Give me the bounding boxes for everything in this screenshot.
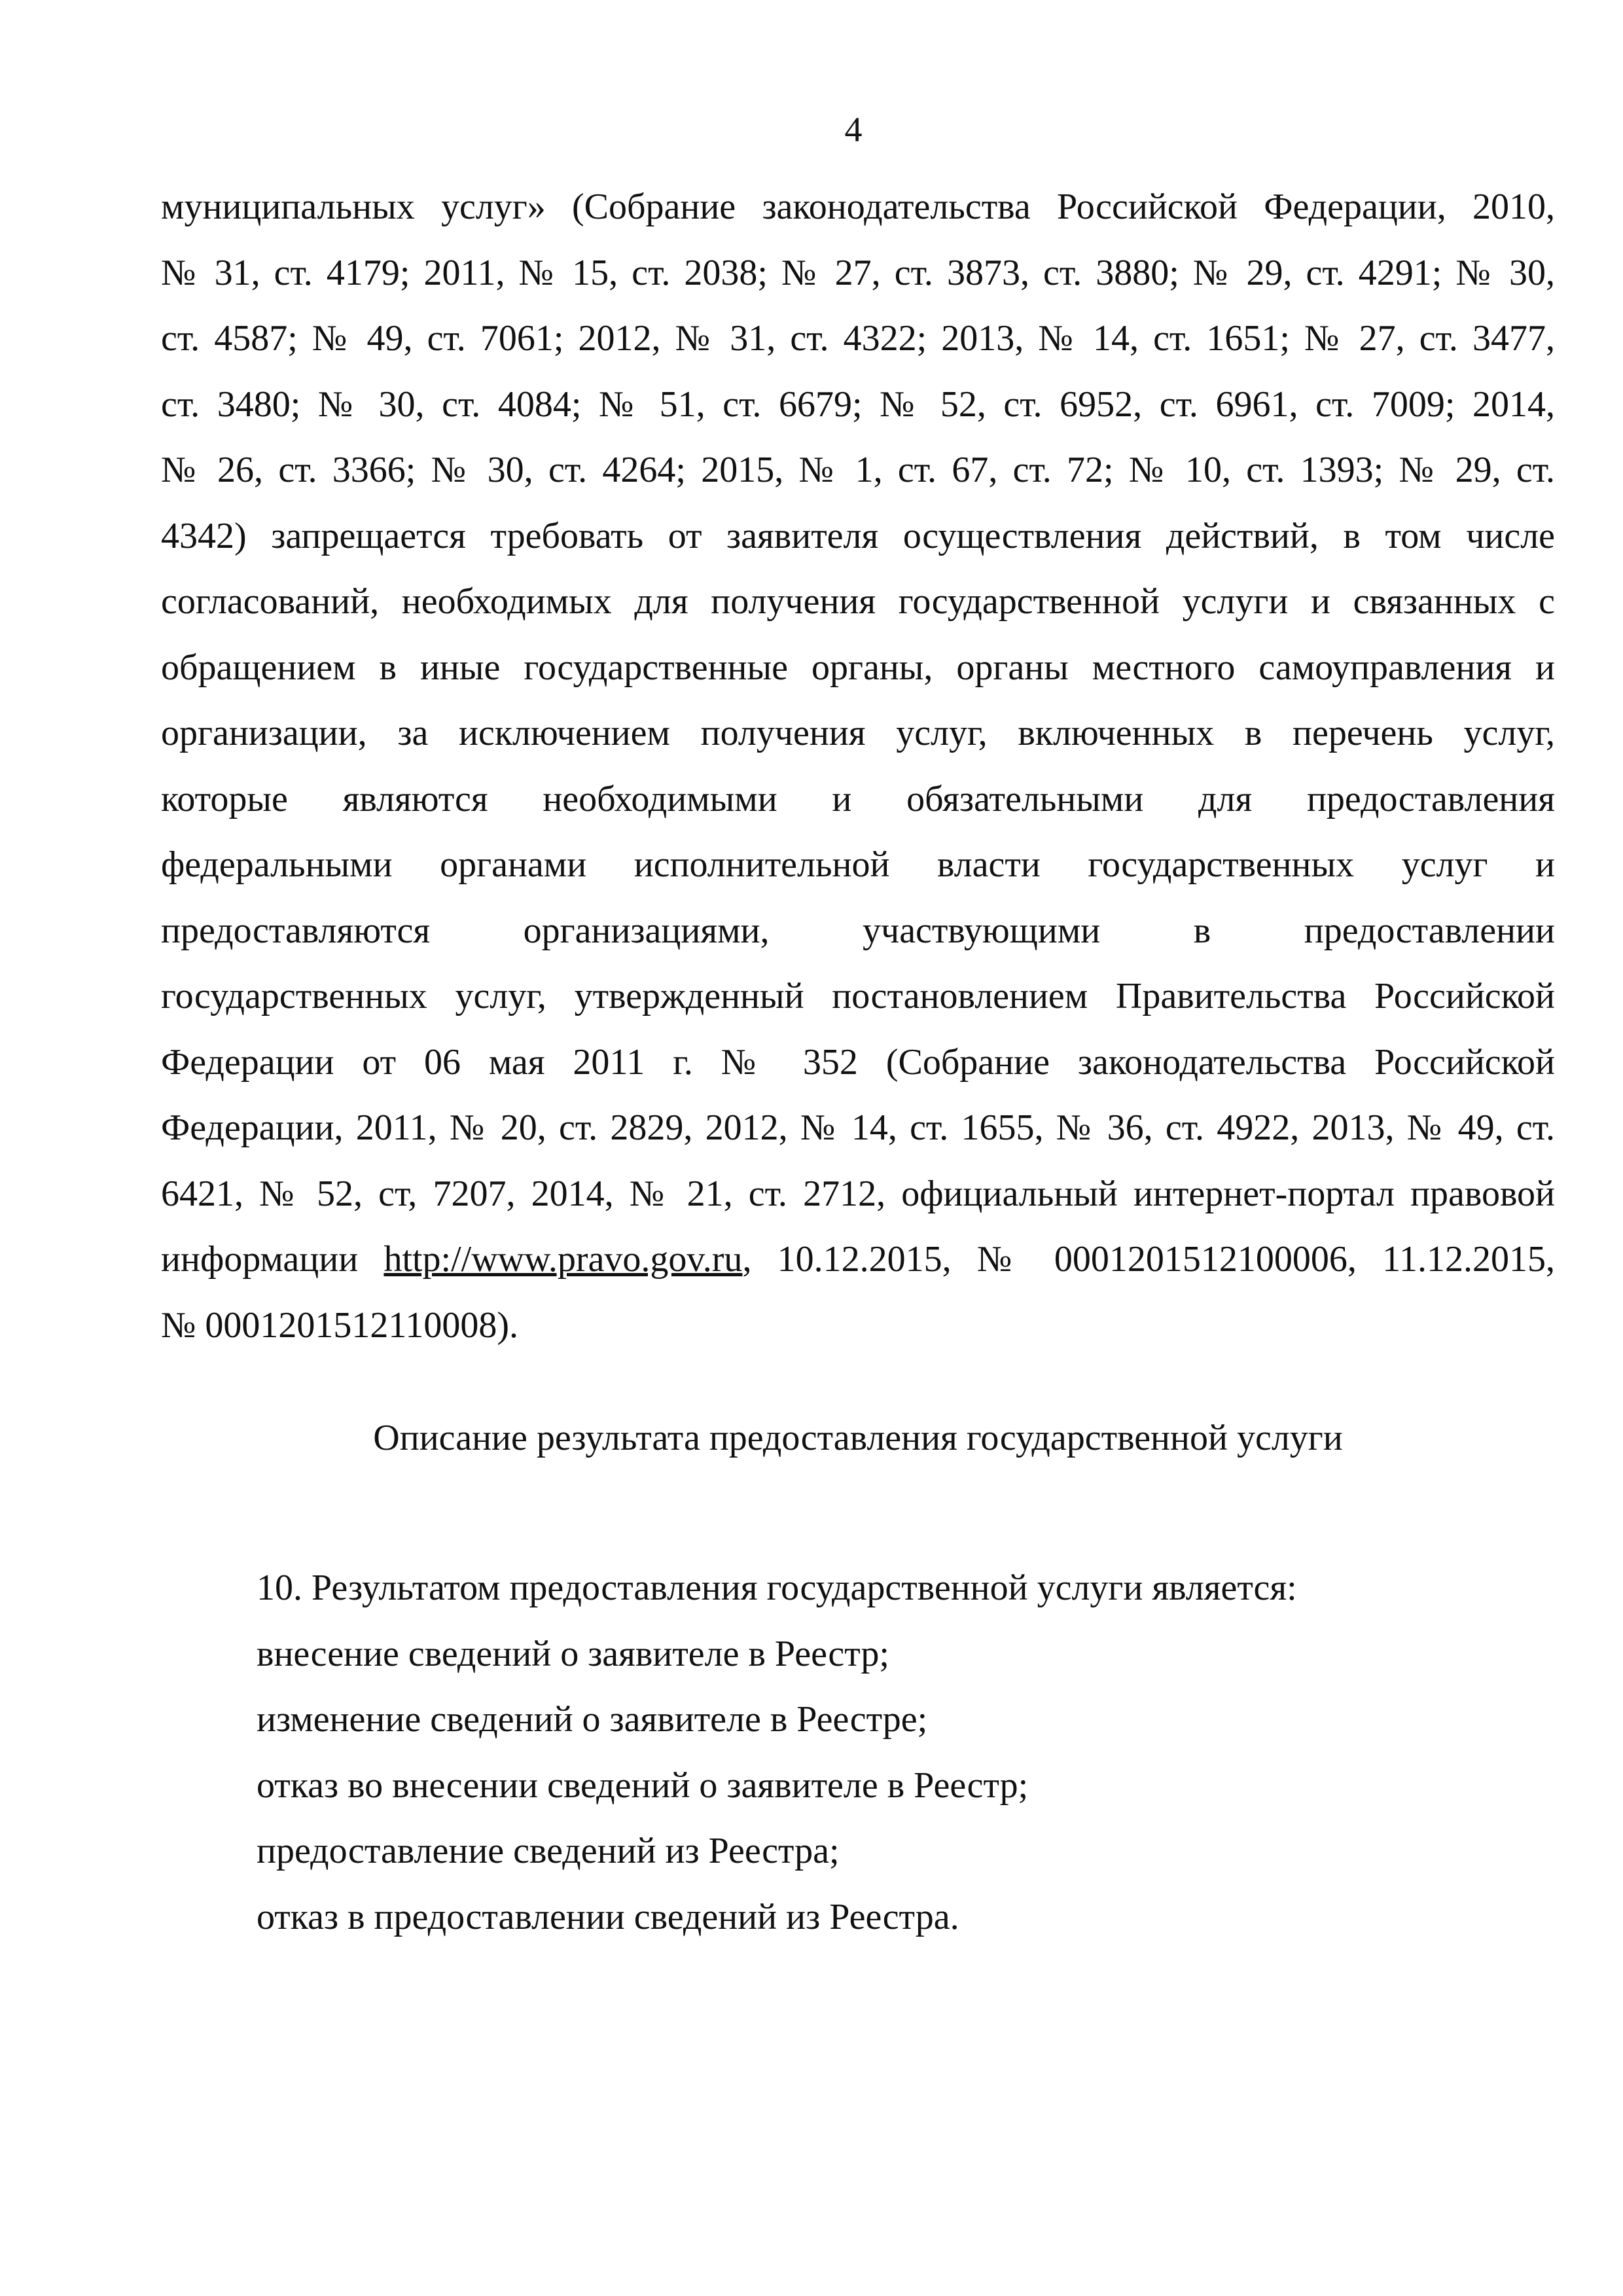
paragraph-line: федеральными органами исполнительной власти государственных услуг и <box>161 844 1555 885</box>
paragraph-line: № 31, ст. 4179; 2011, № 15, ст. 2038; № 27, ст. 3873, ст. 3880; № 29, ст. 4291; № 30, <box>161 252 1555 293</box>
result-list <box>257 1555 1555 1950</box>
link-line-before: информации <box>161 1239 384 1280</box>
paragraph-line: государственных услуг, утвержденный постановлением Правительства Российской <box>161 976 1555 1016</box>
list-item: внесение сведений о заявителе в Реестр; <box>257 1633 889 1674</box>
list-item: 10. Результатом предоставления государственной услуги является: <box>257 1568 1297 1608</box>
paragraph-line: предоставляются организациями, участвующими в предоставлении <box>161 910 1555 951</box>
link-line-after: , 10.12.2015, № 0001201512100006, 11.12.2015, <box>742 1239 1555 1280</box>
list-item: отказ во внесении сведений о заявителе в Реестр; <box>257 1765 1029 1806</box>
paragraph-line: обращением в иные государственные органы, органы местного самоуправления и <box>161 647 1555 688</box>
paragraph-line: Федерации от 06 мая 2011 г. № 352 (Собрание законодательства Российской <box>161 1041 1555 1083</box>
paragraph-line: которые являются необходимыми и обязательными для предоставления <box>161 778 1555 819</box>
paragraph-line: № 26, ст. 3366; № 30, ст. 4264; 2015, № 1, ст. 67, ст. 72; № 10, ст. 1393; № 29, ст. <box>161 450 1555 490</box>
paragraph-line: Федерации, 2011, № 20, ст. 2829, 2012, № 14, ст. 1655, № 36, ст. 4922, 2013, № 49, ст. <box>161 1107 1555 1148</box>
paragraph-line-with-link <box>161 1227 1555 1293</box>
legal-paragraph <box>161 174 1555 1358</box>
paragraph-line: муниципальных услуг» (Собрание законодательства Российской Федерации, 2010, <box>161 187 1555 227</box>
section-heading: Описание результата предоставления государственной услуги <box>373 1418 1343 1458</box>
paragraph-last-line: № 0001201512110008). <box>161 1304 518 1346</box>
paragraph-line: ст. 3480; № 30, ст. 4084; № 51, ст. 6679; № 52, ст. 6952, ст. 6961, ст. 7009; 2014, <box>161 384 1555 425</box>
paragraph-line: 6421, № 52, ст, 7207, 2014, № 21, ст. 2712, официальный интернет-портал правовой <box>161 1173 1555 1214</box>
pravo-gov-link[interactable]: http://www.pravo.gov.ru <box>383 1239 743 1280</box>
paragraph-line: 4342) запрещается требовать от заявителя осуществления действий, в том числе <box>161 515 1555 556</box>
list-item: изменение сведений о заявителе в Реестре; <box>257 1699 928 1740</box>
list-item: предоставление сведений из Реестра; <box>257 1831 840 1871</box>
page-number: 4 <box>844 110 863 149</box>
paragraph-line: организации, за исключением получения услуг, включенных в перечень услуг, <box>161 713 1555 753</box>
list-item: отказ в предоставлении сведений из Реестра. <box>257 1896 959 1937</box>
paragraph-line: согласований, необходимых для получения государственной услуги и связанных с <box>161 581 1555 622</box>
paragraph-line: ст. 4587; № 49, ст. 7061; 2012, № 31, ст. 4322; 2013, № 14, ст. 1651; № 27, ст. 3477, <box>161 318 1555 359</box>
